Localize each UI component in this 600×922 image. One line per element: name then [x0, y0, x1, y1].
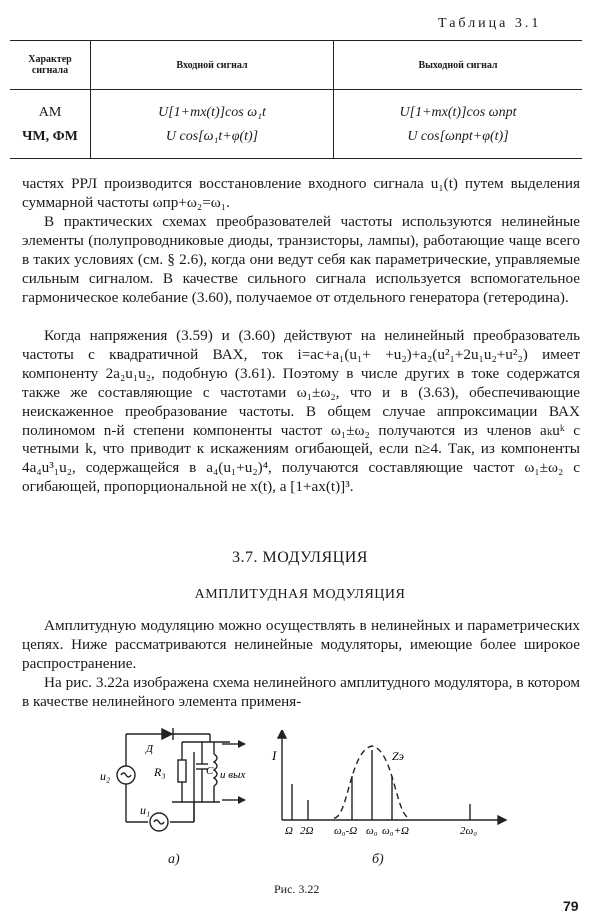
paragraph: На рис. 3.22а изображена схема нелинейного амплитудного модулятора, в котором в качестве нелинейного элемента применя- [22, 674, 580, 710]
tick-label: 2ω₀ [460, 825, 478, 837]
table-title: Таблица 3.1 [438, 16, 542, 31]
capacitor-label: C [206, 765, 214, 777]
spectrum-diagram [270, 730, 510, 842]
table-header-type: Характер сигнала [10, 41, 91, 90]
table-cell-input: U[1+mx(t)]cos ω₁t [91, 90, 334, 126]
spectrum-y-label: I [272, 748, 277, 763]
table-row [10, 90, 582, 126]
table-cell-output: U[1+mx(t)]cos ωпрt [399, 105, 517, 120]
tick-label: ω₀-Ω [334, 825, 358, 837]
source1-label: u₁ [140, 803, 151, 817]
paragraph: Амплитудную модуляцию можно осуществлять в нелинейных и параметрических цепях. Ниже рассматриваются нелинейные модуляторы, имеющие более широкое распространение. [22, 617, 580, 672]
tick-label: ω₀ [366, 825, 378, 837]
figure-a-label: а) [168, 852, 180, 867]
modulator-circuit-diagram [90, 722, 260, 842]
paragraph-continuation: частях РРЛ производится восстановление входного сигнала u₁(t) путем выделения суммарной частоты ωпр+ω₂=ω₁. [22, 175, 580, 211]
table-cell-type: ЧМ, ФМ [10, 125, 91, 159]
tick-label: ω₀+Ω [382, 825, 409, 837]
source2-label: u₂ [100, 769, 111, 783]
subsection-heading: АМПЛИТУДНАЯ МОДУЛЯЦИЯ [194, 587, 406, 602]
table-cell-input: U cos[ω₁t+φ(t)] [91, 125, 334, 159]
paragraph: В практических схемах преобразователей частоты используются нелинейные элементы (полупроводниковые диоды, транзисторы, лампы), работающие чаще всего в таких условиях (см. § 2.6), когда они ведут себя как параметрические, управляемые сильным сигналом. В качестве сильного сигнала используется вспомогательное гармоническое колебание (3.60), получаемое от отдельного генератора (гетеродина). [22, 213, 580, 306]
section-heading: 3.7. МОДУЛЯЦИЯ [232, 549, 368, 566]
resistor-label: R₃ [154, 765, 166, 779]
tick-label: 2Ω [300, 825, 314, 837]
table-header-output: Выходной сигнал [334, 41, 583, 90]
figure-caption: Рис. 3.22 [274, 882, 320, 896]
spectrum-curve-label: Zэ [392, 749, 404, 763]
table-cell-type: АМ [10, 90, 91, 126]
figure-b-label: б) [372, 852, 384, 867]
table-header-row [10, 41, 582, 90]
table-row [10, 125, 582, 159]
table-header-input: Входной сигнал [91, 41, 334, 90]
output-label: u вых [220, 769, 246, 781]
page-number: 79 [563, 898, 579, 914]
tick-label: Ω [285, 825, 293, 837]
table-3-1 [10, 40, 582, 159]
diode-label: Д [146, 743, 153, 755]
table-cell-output: U cos[ωпрt+φ(t)] [334, 125, 583, 159]
paragraph: Когда напряжения (3.59) и (3.60) действуют на нелинейный преобразователь частоты с квадратичной ВАХ, ток i=aс+a₁(u₁+ +u₂)+a₂(u²₁+2u₁u₂+u²₂) имеет компоненту 2a₂u₁u₂, подобную (3.61). Поэтому в числе других в токе содержатся также же составляющие с частотами ω₁±ω₂, что и в (3.63), обеспечивающие неискаженное преобразование частоты. В общем случае аппроксимации ВАХ полиномом n-й степени компоненты частот ω₁±ω₂ получаются из членов aₖuᵏ с четными k, что приводит к искажениям огибающей, если n≥4. Так, из компоненты 4a₄u³₁u₂, содержащейся в a₄(u₁+u₂)⁴, получаются составляющие частот ω₁±ω₂ с огибающей, пропорциональной не x(t), а [1+ax(t)]³. [22, 327, 580, 496]
